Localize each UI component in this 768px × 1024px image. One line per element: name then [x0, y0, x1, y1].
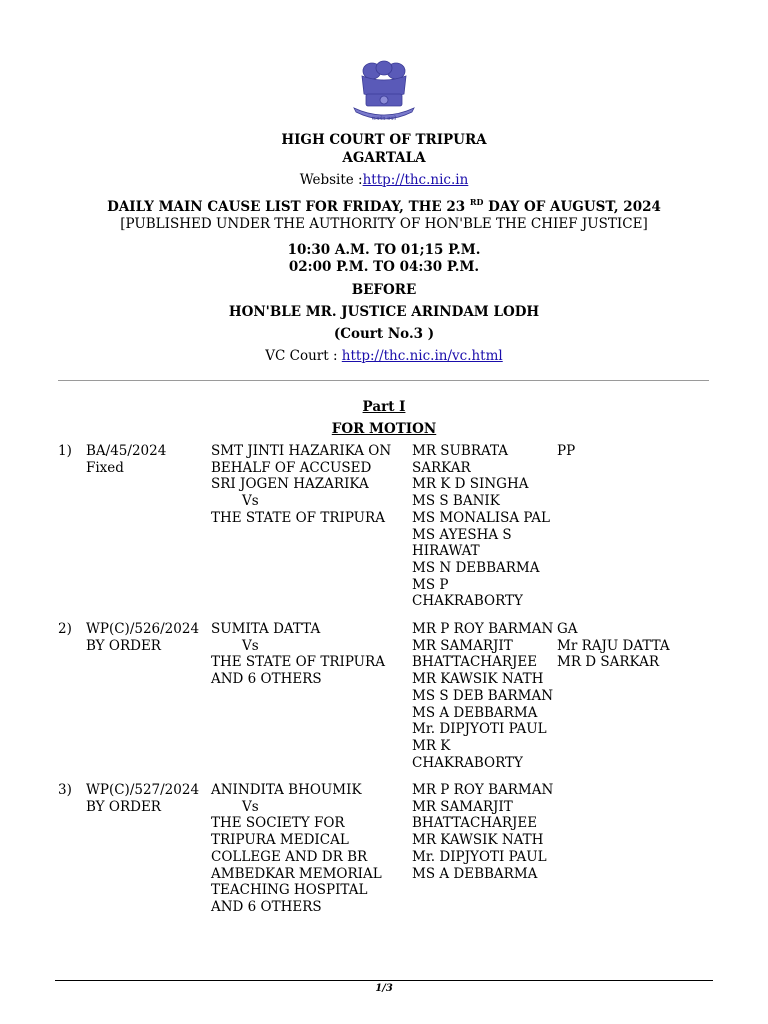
petitioner-line: SMT JINTI HAZARIKA ON — [211, 443, 392, 459]
case-parties — [211, 782, 382, 916]
petitioner-advocates-line: BHATTACHARJEE — [412, 815, 538, 832]
before-label: BEFORE — [351, 282, 417, 298]
case-serial: 1) — [58, 443, 72, 459]
court-city: AGARTALA — [342, 150, 426, 166]
petitioner-advocates-line: MR KAWSIK NATH — [412, 671, 544, 688]
respondent-advocates-line: GA — [557, 621, 578, 637]
petitioner-advocates-line: MR K D SINGHA — [412, 476, 529, 493]
versus-label: Vs — [242, 637, 259, 654]
case-number — [86, 443, 166, 476]
respondent-line: THE SOCIETY FOR — [211, 815, 345, 832]
petitioner-advocates-line: MR K — [412, 737, 451, 754]
case-number — [86, 782, 199, 815]
state-emblem-icon — [346, 60, 422, 128]
petitioner-advocates — [412, 782, 553, 882]
court-name: HIGH COURT OF TRIPURA — [281, 132, 487, 148]
website-line — [0, 172, 768, 189]
case-serial: 2) — [58, 621, 72, 637]
sitting-time-1: 10:30 A.M. TO 01;15 P.M. — [287, 242, 481, 258]
footer-divider — [55, 980, 713, 981]
petitioner-advocates-line: MS S DEB BARMAN — [412, 687, 554, 704]
part-title: Part I — [362, 399, 406, 415]
petitioner-advocates-line: MS MONALISA PAL — [412, 509, 550, 526]
respondent-line: THE STATE OF TRIPURA — [211, 509, 385, 526]
case-number-line: WP(C)/526/2024 — [86, 621, 200, 637]
respondent-line: AMBEDKAR MEMORIAL — [211, 865, 382, 882]
petitioner-advocates-line: MS A DEBBARMA — [412, 704, 538, 721]
case-serial: 3) — [58, 782, 72, 798]
petitioner-advocates-line: SARKAR — [412, 459, 471, 476]
petitioner-advocates-line: MR KAWSIK NATH — [412, 832, 544, 849]
respondent-advocates-line: MR D SARKAR — [557, 654, 660, 671]
vc-label: VC Court : — [265, 348, 342, 364]
case-number-line: BY ORDER — [86, 637, 161, 654]
sitting-time-2: 02:00 P.M. TO 04:30 P.M. — [288, 259, 480, 275]
case-number-line: Fixed — [86, 459, 124, 476]
petitioner-advocates-line: MR SAMARJIT — [412, 637, 513, 654]
petitioner-advocates-line: MR SUBRATA — [412, 443, 509, 459]
case-number-line: BA/45/2024 — [86, 443, 167, 459]
petitioner-advocates-line: MS N DEBBARMA — [412, 559, 540, 576]
petitioner-advocates-line: MS A DEBBARMA — [412, 865, 538, 882]
emblem-motto: सत्यमेव जयते — [371, 116, 397, 122]
petitioner-advocates-line: MR P ROY BARMAN — [412, 621, 554, 637]
case-parties — [211, 443, 391, 527]
case-number-line: WP(C)/527/2024 — [86, 782, 200, 798]
petitioner-advocates-line: MS S BANIK — [412, 493, 500, 510]
versus-label: Vs — [242, 798, 259, 815]
petitioner-advocates-line: BHATTACHARJEE — [412, 654, 538, 671]
vc-court-line — [0, 348, 768, 365]
petitioner-advocates-line: CHAKRABORTY — [412, 593, 523, 610]
respondent-line: AND 6 OTHERS — [211, 898, 322, 915]
website-link[interactable]: http://thc.nic.in — [362, 172, 469, 188]
vc-link[interactable]: http://thc.nic.in/vc.html — [341, 348, 503, 364]
divider — [58, 380, 709, 381]
page-number: 1/3 — [375, 983, 393, 994]
petitioner-advocates-line: CHAKRABORTY — [412, 754, 523, 771]
authority-note: [PUBLISHED UNDER THE AUTHORITY OF HON'BLE THE CHIEF JUSTICE] — [120, 216, 648, 232]
respondent-line: THE STATE OF TRIPURA — [211, 654, 385, 671]
respondent-advocates — [557, 443, 575, 460]
case-number — [86, 621, 199, 654]
petitioner-advocates-line: MR P ROY BARMAN — [412, 782, 554, 798]
petitioner-advocates-line: Mr. DIPJYOTI PAUL — [412, 848, 547, 865]
respondent-advocates-line: PP — [557, 443, 576, 459]
petitioner-advocates — [412, 443, 550, 610]
petitioner-line: ANINDITA BHOUMIK — [211, 782, 362, 798]
petitioner-line: SRI JOGEN HAZARIKA — [211, 476, 369, 493]
court-number: (Court No.3 ) — [333, 326, 435, 342]
respondent-advocates-line: Mr RAJU DATTA — [557, 637, 670, 654]
petitioner-advocates-line: HIRAWAT — [412, 543, 480, 560]
respondent-line: TRIPURA MEDICAL — [211, 832, 349, 849]
case-parties — [211, 621, 385, 688]
respondent-line: COLLEGE AND DR BR — [211, 848, 368, 865]
respondent-line: TEACHING HOSPITAL — [211, 882, 368, 899]
petitioner-line: BEHALF OF ACCUSED — [211, 459, 372, 476]
versus-label: Vs — [242, 493, 259, 510]
petitioner-advocates-line: Mr. DIPJYOTI PAUL — [412, 721, 547, 738]
respondent-advocates — [557, 621, 670, 671]
petitioner-advocates-line: MS AYESHA S — [412, 526, 512, 543]
part-subtitle: FOR MOTION — [331, 421, 437, 437]
judge-name: HON'BLE MR. JUSTICE ARINDAM LODH — [228, 304, 540, 320]
petitioner-line: SUMITA DATTA — [211, 621, 321, 637]
petitioner-advocates-line: MR SAMARJIT — [412, 798, 513, 815]
cause-list-title: DAILY MAIN CAUSE LIST FOR FRIDAY, THE 23 $^{RD}$ DAY OF AUGUST, 2024 — [107, 197, 661, 215]
website-label: Website : — [299, 172, 363, 188]
respondent-line: AND 6 OTHERS — [211, 671, 322, 688]
petitioner-advocates-line: MS P — [412, 576, 449, 593]
petitioner-advocates — [412, 621, 553, 771]
case-number-line: BY ORDER — [86, 798, 161, 815]
